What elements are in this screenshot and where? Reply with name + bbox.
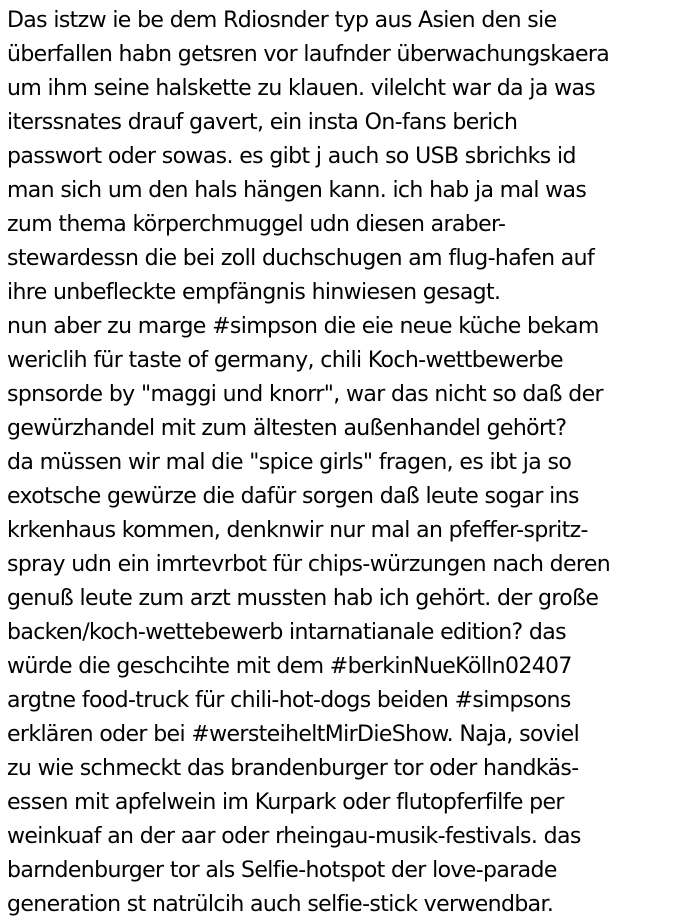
- text-line: zum thema körperchmuggel udn diesen araber-: [7, 212, 506, 237]
- text-line: weinkuaf an der aar oder rheingau-musik-festivals. das: [7, 824, 581, 849]
- text-line: da müssen wir mal die "spice girls" fragen, es ibt ja so: [7, 450, 572, 475]
- text-line: spray udn ein imrtevrbot für chips-würzungen nach deren: [7, 552, 611, 577]
- text-line: exotsche gewürze die dafür sorgen daß leute sogar ins: [7, 484, 579, 509]
- text-line: krkenhaus kommen, denknwir nur mal an pfeffer-spritz-: [7, 518, 588, 543]
- text-line: generation st natrülcih auch selfie-stick verwendbar.: [7, 892, 554, 917]
- text-line: iterssnates drauf gavert, ein insta On-fans berich: [7, 110, 518, 135]
- body-text: [7, 4, 684, 922]
- text-line: Das istzw ie be dem Rdiosnder typ aus Asien den sie: [7, 8, 557, 33]
- text-line: ihre unbefleckte empfängnis hinwiesen gesagt.: [7, 280, 501, 305]
- text-line: man sich um den hals hängen kann. ich hab ja mal was: [7, 178, 587, 203]
- text-line: zu wie schmeckt das brandenburger tor oder handkäs-: [7, 756, 579, 781]
- text-line: erklären oder bei #wersteiheltMirDieShow. Naja, soviel: [7, 722, 580, 747]
- text-line: würde die geschcihte mit dem #berkinNueKölln02407: [7, 654, 572, 679]
- text-line: überfallen habn getsren vor laufnder überwachungskaera: [7, 42, 610, 67]
- text-line: stewardessn die bei zoll duchschugen am flug-hafen auf: [7, 246, 595, 271]
- text-line: spnsorde by "maggi und knorr", war das nicht so daß der: [7, 382, 603, 407]
- text-line: wericlih für taste of germany, chili Koch-wettbewerbe: [7, 348, 563, 373]
- text-line: backen/koch-wettebewerb intarnatianale edition? das: [7, 620, 566, 645]
- text-line: nun aber zu marge #simpson die eie neue küche bekam: [7, 314, 599, 339]
- text-line: gewürzhandel mit zum ältesten außenhandel gehört?: [7, 416, 567, 441]
- text-line: genuß leute zum arzt mussten hab ich gehört. der große: [7, 586, 599, 611]
- text-line: essen mit apfelwein im Kurpark oder flutopferfilfe per: [7, 790, 564, 815]
- text-line: passwort oder sowas. es gibt j auch so USB sbrichks id: [7, 144, 576, 169]
- text-line: argtne food-truck für chili-hot-dogs beiden #simpsons: [7, 688, 571, 713]
- text-line: um ihm seine halskette zu klauen. vilelcht war da ja was: [7, 76, 596, 101]
- text-line: barndenburger tor als Selfie-hotspot der love-parade: [7, 858, 557, 883]
